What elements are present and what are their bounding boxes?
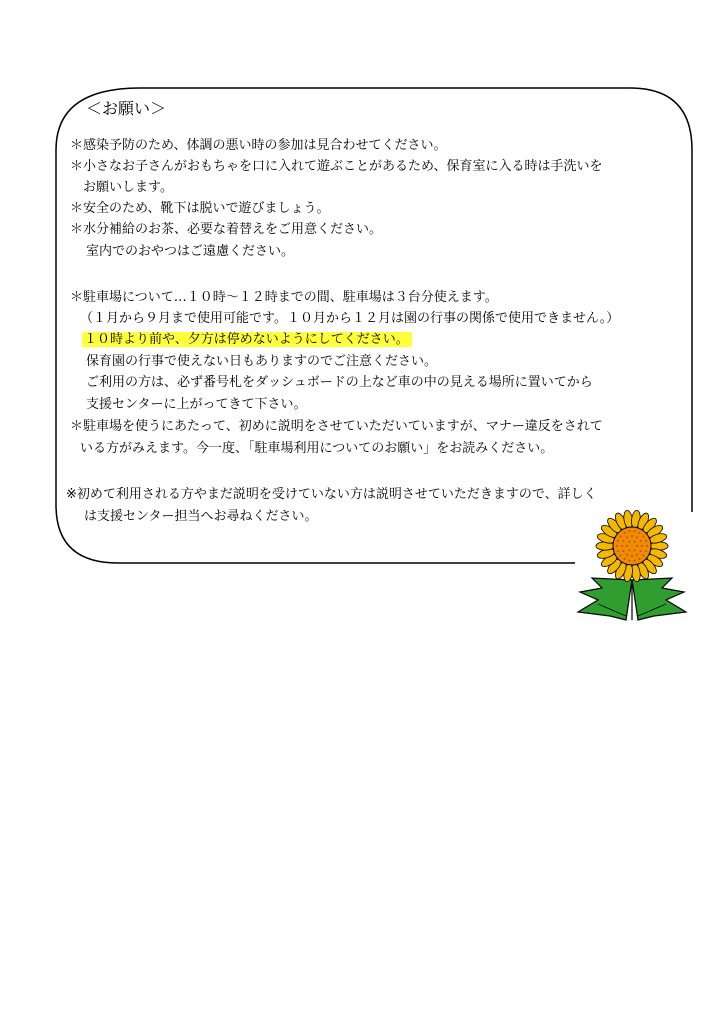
center-dot bbox=[631, 535, 633, 537]
center-dot bbox=[617, 550, 619, 552]
center-dot bbox=[620, 535, 622, 537]
center-dot bbox=[642, 555, 644, 557]
center-dot bbox=[622, 550, 624, 552]
notice-line-parking: ＊駐車場について…１０時～１２時までの間、駐車場は３台分使えます。 bbox=[70, 290, 498, 305]
notice-line-parking-highlight bbox=[82, 331, 412, 349]
center-dot bbox=[631, 555, 633, 557]
center-dot bbox=[626, 545, 628, 547]
center-dot bbox=[639, 532, 641, 534]
center-dot bbox=[639, 558, 641, 560]
center-dot bbox=[634, 549, 636, 551]
center-dot bbox=[629, 549, 631, 551]
notice-line-parking-months: （１月から９月まで使用可能です。１０月から１２月は園の行事の関係で使用できません。） bbox=[80, 311, 620, 326]
center-dot bbox=[622, 540, 624, 542]
center-dot bbox=[628, 530, 630, 532]
notice-line-manners-cont: いる方がみえます。今一度、「駐車場利用についてのお願い」をお読みください。 bbox=[80, 441, 554, 456]
notice-line-water: ＊水分補給のお茶、必要な着替えをご用意ください。 bbox=[70, 222, 383, 237]
center-dot bbox=[626, 536, 628, 538]
center-dot bbox=[645, 550, 647, 552]
center-dot bbox=[636, 545, 638, 547]
notice-footnote: ※初めて利用される方やまだ説明を受けていない方は説明させていただきますので、詳しく bbox=[66, 487, 597, 502]
center-dot bbox=[617, 540, 619, 542]
notice-line-manners: ＊駐車場を使うにあたって、初めに説明をさせていただいていますが、マナー違反をされて bbox=[70, 419, 603, 434]
flower-center-icon bbox=[613, 527, 651, 565]
center-dot bbox=[636, 536, 638, 538]
notice-line-handwash-cont: お願いします。 bbox=[83, 180, 173, 195]
center-dot bbox=[641, 545, 643, 547]
notice-line-parking-tag-cont: 支援センターに上がってきて下さい。 bbox=[86, 397, 307, 412]
center-dot bbox=[624, 532, 626, 534]
center-dot bbox=[628, 560, 630, 562]
center-dot bbox=[629, 541, 631, 543]
center-dot bbox=[645, 540, 647, 542]
center-dot bbox=[624, 558, 626, 560]
notice-footnote-cont: は支援センター担当へお尋ねください。 bbox=[84, 509, 318, 524]
center-dot bbox=[640, 540, 642, 542]
notice-line-parking-tag: ご利用の方は、必ず番号札をダッシュボードの上など車の中の見える場所に置いてから bbox=[86, 375, 593, 390]
center-dot bbox=[616, 545, 618, 547]
notice-heading: ＜お願い＞ bbox=[86, 99, 167, 118]
notice-line-snacks: 室内でのおやつはご遠慮ください。 bbox=[86, 244, 295, 259]
center-dot bbox=[626, 554, 628, 556]
center-dot bbox=[634, 560, 636, 562]
center-dot bbox=[642, 535, 644, 537]
center-dot bbox=[640, 550, 642, 552]
notice-line-parking-events: 保育園の行事で使えない日もありますのでご注意ください。 bbox=[86, 354, 438, 369]
highlight-marker: １０時より前や、夕方は停めないようにしてください。 bbox=[82, 332, 412, 347]
center-dot bbox=[621, 545, 623, 547]
center-dot bbox=[646, 545, 648, 547]
notice-line-handwash: ＊小さなお子さんがおもちゃを口に入れて遊ぶことがあるため、保育室に入る時は手洗いを bbox=[70, 159, 603, 174]
dandelion-icon bbox=[572, 508, 692, 628]
notice-line-infection: ＊感染予防のため、体調の悪い時の参加は見合わせてください。 bbox=[70, 138, 447, 153]
center-dot bbox=[636, 554, 638, 556]
center-dot bbox=[634, 530, 636, 532]
center-dot bbox=[620, 555, 622, 557]
leaf-icon bbox=[578, 578, 686, 620]
notice-line-socks: ＊安全のため、靴下は脱いで遊びましょう。 bbox=[70, 201, 330, 216]
center-dot bbox=[634, 541, 636, 543]
